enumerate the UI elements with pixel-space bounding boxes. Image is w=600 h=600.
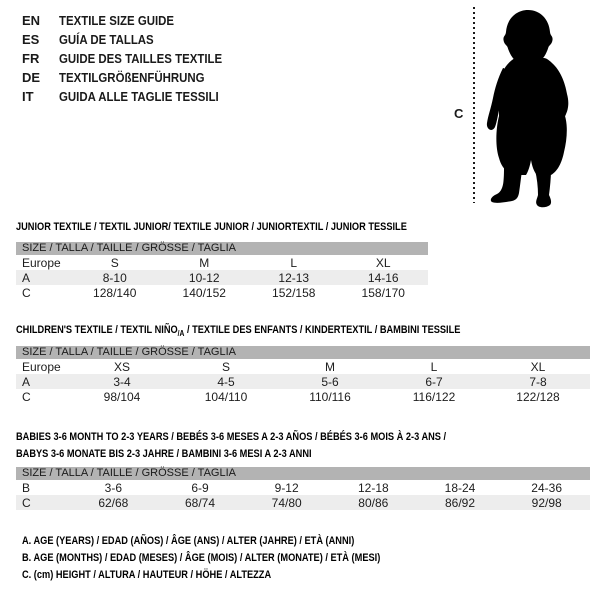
- table-cell: XL: [375, 255, 391, 270]
- table-cell: 80/86: [358, 495, 389, 510]
- language-row: [22, 87, 244, 106]
- baby-silhouette: [482, 6, 580, 210]
- row-label: C: [22, 389, 31, 404]
- table-cell: 3-6: [104, 480, 122, 495]
- babies-table-title: BABIES 3-6 MONTH TO 2-3 YEARS / BEBÉS 3-6 MESES A 2-3 AÑOS / BÉBÉS 3-6 MOIS À 2-3 ANS / BABYS 3-6 MONATE BIS 2-3 JAHRE / BAMBINI 3-6 MESI A 2-3 ANNI: [16, 431, 447, 460]
- table-row-age: [16, 270, 428, 285]
- language-code: FR: [22, 51, 40, 66]
- language-title-list: [22, 11, 244, 106]
- table-cell: 104/110: [204, 389, 248, 404]
- table-cell: XS: [113, 359, 130, 374]
- table-cell: L: [290, 255, 298, 270]
- junior-size-table: [16, 242, 428, 300]
- table-cell: 92/98: [531, 495, 562, 510]
- table-cell: 98/104: [103, 389, 141, 404]
- language-row: [22, 30, 244, 49]
- table-cell: 9-12: [274, 480, 299, 495]
- table-cell: 68/74: [184, 495, 215, 510]
- table-cell: 18-24: [444, 480, 476, 495]
- table-cell: 4-5: [217, 374, 235, 389]
- table-cell: 5-6: [321, 374, 339, 389]
- row-label: C: [22, 495, 31, 510]
- table-row-age: [16, 374, 590, 389]
- language-row: [22, 11, 244, 30]
- table-cell: 14-16: [367, 270, 399, 285]
- height-measure-label: C: [454, 106, 464, 121]
- table-cell: 110/116: [309, 389, 351, 404]
- size-header-bar: SIZE / TALLA / TAILLE / GRÖSSE / TAGLIA: [16, 242, 428, 255]
- language-title: TEXTILE SIZE GUIDE: [59, 13, 175, 28]
- table-cell: 116/122: [412, 389, 456, 404]
- table-cell: 158/170: [361, 285, 405, 300]
- table-row-sizes: [16, 359, 590, 374]
- footnote-age-months: B. AGE (MONTHS) / EDAD (MESES) / ÂGE (MOIS) / ALTER (MONATE) / ETÀ (MESI): [22, 552, 381, 564]
- table-row-age: [16, 480, 590, 495]
- table-cell: 8-10: [102, 270, 127, 285]
- row-label: Europe: [22, 255, 61, 270]
- size-header-bar: SIZE / TALLA / TAILLE / GRÖSSE / TAGLIA: [16, 346, 590, 359]
- size-header-bar: SIZE / TALLA / TAILLE / GRÖSSE / TAGLIA: [16, 467, 590, 480]
- babies-size-table: [16, 467, 590, 510]
- table-cell: 12-13: [278, 270, 310, 285]
- table-cell: 62/68: [98, 495, 129, 510]
- row-label: B: [22, 480, 31, 495]
- footnote-legend: [22, 535, 449, 586]
- table-row-height: [16, 285, 428, 300]
- language-row: [22, 49, 244, 68]
- table-cell: 152/158: [272, 285, 316, 300]
- row-label: Europe: [22, 359, 61, 374]
- table-cell: 3-4: [113, 374, 131, 389]
- language-title: TEXTILGRÖßENFÜHRUNG: [59, 70, 205, 85]
- language-code: EN: [22, 13, 41, 28]
- language-title: GUÍA DE TALLAS: [59, 32, 154, 47]
- table-cell: L: [430, 359, 438, 374]
- children-table-title: CHILDREN'S TEXTILE / TEXTIL $NIÑO_{/A}$ / TEXTILE DES ENFANTS / KINDERTEXTIL / BAMBINI TESSILE: [16, 324, 461, 339]
- table-cell: 6-9: [191, 480, 209, 495]
- row-label: A: [22, 374, 31, 389]
- language-code: ES: [22, 32, 40, 47]
- table-cell: XL: [530, 359, 546, 374]
- table-row-sizes: [16, 255, 428, 270]
- height-measure-dashed-line: [473, 7, 475, 203]
- nino-a-subscript: /A: [177, 329, 185, 339]
- footnote-age-years: A. AGE (YEARS) / EDAD (AÑOS) / ÂGE (ANS) / ALTER (JAHRE) / ETÀ (ANNI): [22, 535, 355, 547]
- table-cell: 6-7: [425, 374, 443, 389]
- junior-table-title: JUNIOR TEXTILE / TEXTIL JUNIOR/ TEXTILE JUNIOR / JUNIORTEXTIL / JUNIOR TESSILE: [16, 221, 407, 233]
- table-row-height: [16, 495, 590, 510]
- table-cell: 24-36: [531, 480, 562, 495]
- table-cell: 122/128: [516, 389, 560, 404]
- table-cell: S: [221, 359, 230, 374]
- table-cell: 140/152: [182, 285, 226, 300]
- language-row: [22, 68, 244, 87]
- table-cell: 12-18: [357, 480, 389, 495]
- row-label: C: [22, 285, 31, 300]
- children-size-table: [16, 346, 590, 404]
- language-title: GUIDE DES TAILLES TEXTILE: [59, 51, 223, 66]
- table-cell: S: [110, 255, 119, 270]
- table-cell: M: [199, 255, 210, 270]
- table-row-height: [16, 389, 590, 404]
- table-cell: M: [325, 359, 335, 374]
- footnote-height-cm: C. (cm) HEIGHT / ALTURA / HAUTEUR / HÖHE / ALTEZZA: [22, 569, 272, 581]
- table-cell: 86/92: [444, 495, 475, 510]
- table-cell: 10-12: [188, 270, 220, 285]
- language-code: DE: [22, 70, 41, 85]
- table-cell: 7-8: [529, 374, 547, 389]
- table-cell: 128/140: [93, 285, 137, 300]
- table-cell: 74/80: [271, 495, 302, 510]
- language-title: GUIDA ALLE TAGLIE TESSILI: [59, 89, 219, 104]
- row-label: A: [22, 270, 31, 285]
- language-code: IT: [22, 89, 34, 104]
